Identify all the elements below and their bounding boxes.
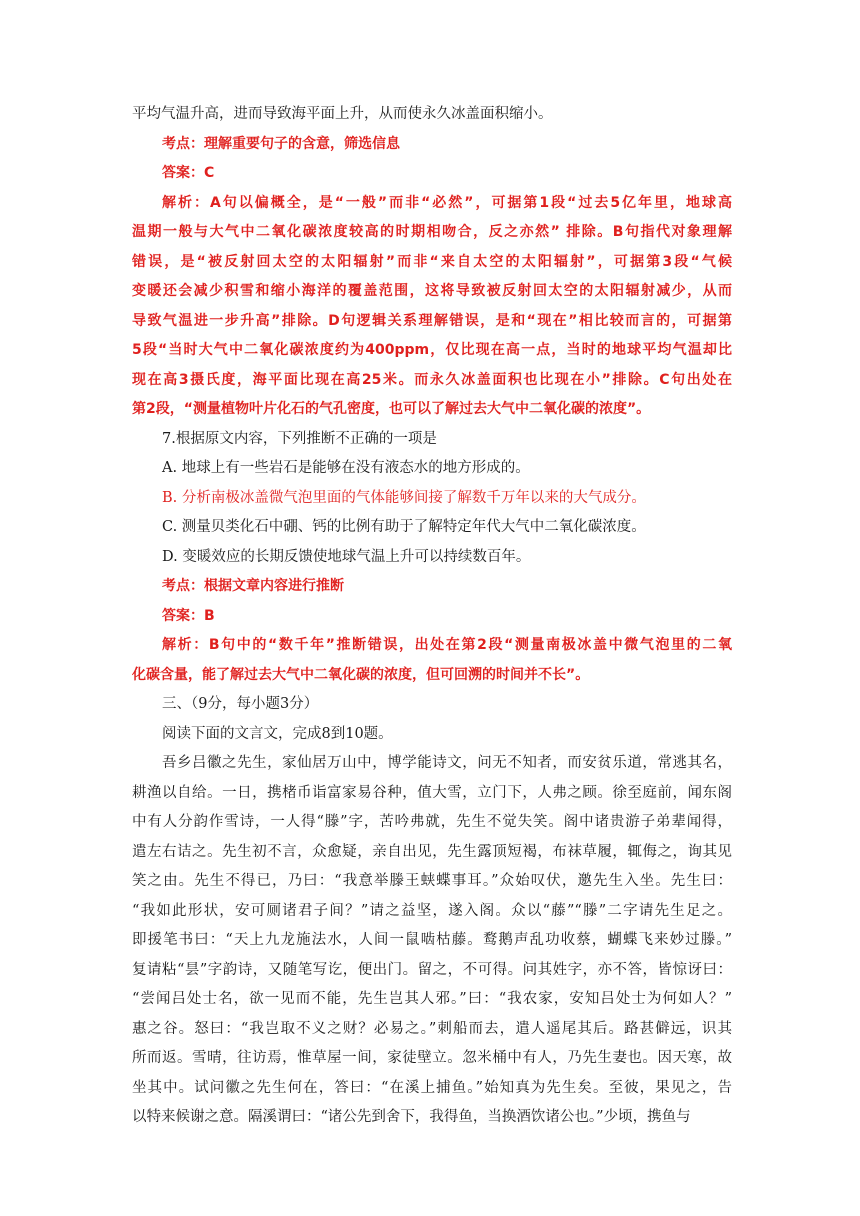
passage-line: 即援笔书曰：“天上九龙施法水，人间一鼠啮枯藤。鹜鹅声乱功收蔡，蝴蝶飞来妙过滕。” — [132, 932, 732, 948]
option-line: C. 测量贝类化石中硼、钙的比例有助于了解特定年代大气中二氧化碳浓度。 — [162, 519, 646, 535]
analysis-line: 5段“当时大气中二氧化碳浓度约为400ppm，仅比现在高一点，当时的地球平均气温却比 — [132, 342, 732, 358]
passage-line: 复请粘“昙”字韵诗，又随笔写讫，便出门。留之，不可得。问其姓字，亦不答，皆惊讶曰： — [132, 961, 732, 978]
analysis-line: 化碳含量，能了解过去大气中二氧化碳的浓度，但可回溯的时间并不长”。 — [132, 666, 590, 683]
analysis-line: 错误，是“被反射回太空的太阳辐射”而非“来自太空的太阳辐射”，可据第3段“气候 — [132, 253, 732, 270]
passage-line: 耕渔以自给。一日，携楮币诣富家易谷种，值大雪，立门下，人弗之顾。徐至庭前，闻东阁 — [132, 784, 732, 801]
analysis-line: 导致气温进一步升高”排除。D句逻辑关系理解错误，是和“现在”相比较而言的，可据第 — [132, 312, 732, 329]
option-line: D. 变暖效应的长期反馈使地球气温上升可以持续数百年。 — [162, 548, 531, 565]
kaodian-line: 考点：理解重要句子的含意，筛选信息 — [162, 135, 400, 152]
kaodian-block — [132, 572, 732, 602]
body-block — [132, 100, 732, 130]
body-line: 平均气温升高，进而导致海平面上升，从而使永久冰盖面积缩小。 — [132, 106, 553, 122]
instruction-line: 阅读下面的文言文，完成8到10题。 — [162, 725, 393, 742]
option-block — [132, 454, 732, 484]
passage-line: 吾乡吕徽之先生，家仙居万山中，博学能诗文，问无不知者，而安贫乐道，常逃其名， — [162, 755, 732, 771]
option-line: B. 分析南极冰盖微气泡里面的气体能够间接了解数千万年以来的大气成分。 — [162, 489, 646, 506]
passage-line: 惠之谷。怒曰：“我岂取不义之财？必易之。”刺船而去，遣人遥尾其后。路甚僻远，识其 — [132, 1020, 732, 1037]
passage-line: “尝闻吕处士名，欲一见而不能，先生岂其人邪。”曰：“我农家，安知吕处士为何如人？” — [132, 991, 732, 1007]
analysis-line: 解析：A句以偏概全，是“一般”而非“必然”，可据第1段“过去5亿年里，地球高 — [162, 194, 732, 211]
section-line: 三、（9分，每小题3分） — [162, 696, 319, 712]
analysis-line: 第2段，“测量植物叶片化石的气孔密度，也可以了解过去大气中二氧化碳的浓度”。 — [132, 401, 651, 417]
option-block — [132, 484, 732, 514]
answer-line: 答案：B — [162, 607, 215, 624]
section-block — [132, 690, 732, 720]
analysis-line: 变暖还会减少积雪和缩小海洋的覆盖范围，这将导致被反射回太空的太阳辐射减少，从而 — [132, 283, 732, 299]
kaodian-block — [132, 130, 732, 160]
answer-block — [132, 159, 732, 189]
analysis-line: 现在高3摄氏度，海平面比现在高25米。而永久冰盖面积也比现在小”排除。C句出处在 — [132, 371, 732, 388]
passage-block — [132, 749, 732, 1133]
analysis-block — [132, 189, 732, 425]
passage-line: 遣左右诘之。先生初不言，众愈疑，亲自出见，先生露顶短褐，布袜草履，辄侮之，询其见 — [132, 843, 732, 860]
question-line: 7.根据原文内容，下列推断不正确的一项是 — [162, 430, 437, 447]
answer-line: 答案：C — [162, 165, 215, 181]
passage-line: 笑之由。先生不得已，乃曰：“我意举滕王蛱蝶事耳。”众始叹伏，邀先生入坐。先生曰： — [132, 873, 732, 889]
answer-block — [132, 602, 732, 632]
passage-line: “我如此形状，安可厕诸君子间？”请之益坚，遂入阁。众以“藤”“滕”二字请先生足之。 — [132, 902, 732, 919]
option-line: A. 地球上有一些岩石是能够在没有液态水的地方形成的。 — [162, 460, 530, 476]
instruction-block — [132, 720, 732, 750]
option-block — [132, 513, 732, 543]
passage-line: 以特来候谢之意。隔溪谓曰：“诸公先到舍下，我得鱼，当换酒饮诸公也。”少顷，携鱼与 — [132, 1109, 691, 1125]
option-block — [132, 543, 732, 573]
analysis-block — [132, 631, 732, 690]
analysis-line: 解析：B句中的“数千年”推断错误，出处在第2段“测量南极冰盖中微气泡里的二氧 — [162, 637, 732, 653]
question-block — [132, 425, 732, 455]
passage-line: 所而返。雪晴，往访焉，惟草屋一间，家徒壁立。忽米桶中有人，乃先生妻也。因天寒，故 — [132, 1050, 732, 1066]
kaodian-line: 考点：根据文章内容进行推断 — [162, 578, 344, 594]
passage-line: 坐其中。试问徽之先生何在，答曰：“在溪上捕鱼。”始知真为先生矣。至彼，果见之，告 — [132, 1079, 732, 1096]
analysis-line: 温期一般与大气中二氧化碳浓度较高的时期相吻合，反之亦然” 排除。B句指代对象理解 — [132, 224, 732, 240]
passage-line: 中有人分韵作雪诗，一人得“滕”字，苦吟弗就，先生不觉失笑。阁中诸贵游子弟辈闻得， — [132, 814, 732, 830]
